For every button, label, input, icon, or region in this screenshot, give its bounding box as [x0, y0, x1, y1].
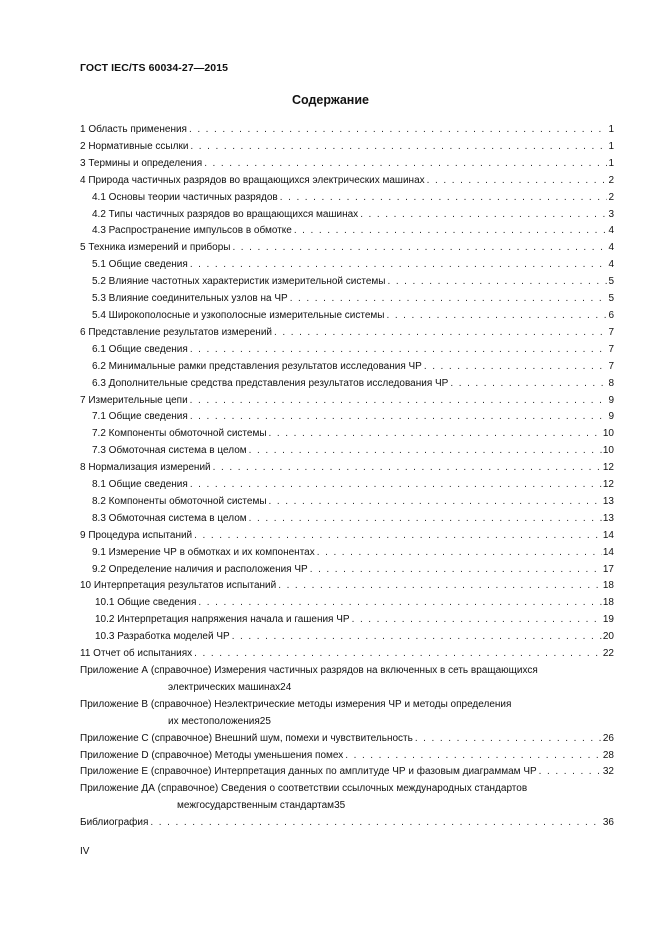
toc-entry-page: 25 [259, 715, 271, 727]
toc-entry[interactable] [80, 545, 614, 562]
toc-entry-page: 9 [608, 411, 614, 423]
toc-entry[interactable] [80, 494, 614, 511]
dot-leader [317, 545, 602, 562]
toc-entry-label: 10.3 Разработка моделей ЧР [95, 631, 230, 643]
toc-entry-page: 2 [608, 174, 614, 186]
toc-entry-page: 1 [608, 124, 614, 135]
toc-entry[interactable] [80, 308, 614, 325]
dot-leader [310, 562, 602, 579]
toc-entry-label: 4.1 Основы теории частичных разрядов [92, 191, 278, 203]
dot-leader [424, 359, 608, 376]
toc-entry-label: 8.1 Общие сведения [92, 479, 188, 491]
toc-entry[interactable] [80, 595, 614, 612]
toc-entry-label: 9.2 Определение наличия и расположения ЧР [92, 563, 308, 575]
toc-entry-page: 2 [608, 191, 614, 203]
toc-entry[interactable] [80, 443, 614, 460]
toc-entry[interactable] [80, 409, 614, 426]
toc-entry-label: 3 Термины и определения [80, 157, 203, 169]
dot-leader [294, 223, 608, 240]
dot-leader [198, 595, 602, 612]
toc-entry[interactable] [80, 477, 614, 494]
toc-entry-page: 12 [602, 462, 614, 474]
dot-leader [190, 342, 608, 359]
toc-entry-page: 17 [602, 563, 614, 575]
toc-entry-label: 5.3 Влияние соединительных узлов на ЧР [92, 293, 288, 305]
toc-entry-label: их местоположения [168, 715, 260, 727]
toc-entry-label: электрических машинах [168, 681, 281, 693]
toc-entry-page: 7 [608, 326, 614, 338]
toc-entry-label: 7.3 Обмоточная система в целом [92, 445, 247, 457]
toc-entry-page: 7 [608, 343, 614, 355]
annex-entry-title: Приложение В (справочное) Неэлектрические методы измерения ЧР и методы определения [80, 698, 512, 710]
dot-leader [232, 240, 607, 257]
toc-entry-label: межгосударственным стандартам [177, 800, 335, 812]
toc-entry-label: 10.2 Интерпретация напряжения начала и гашения ЧР [95, 614, 350, 626]
toc-entry-label: 8.2 Компоненты обмоточной системы [92, 495, 267, 507]
toc-entry-label: 9.1 Измерение ЧР в обмотках и их компонентах [92, 546, 315, 558]
toc-entry-label: 11 Отчет об испытаниях [80, 648, 193, 660]
toc-entry-label: Библиография [80, 817, 149, 829]
toc-entry[interactable] [80, 562, 614, 579]
toc-entry-page: 24 [280, 681, 292, 693]
dot-leader [232, 629, 602, 646]
toc-entry[interactable] [80, 122, 614, 139]
dot-leader [150, 815, 601, 832]
toc-entry-page: 28 [602, 749, 614, 761]
page-number: IV [80, 846, 90, 857]
annex-entry[interactable] [80, 781, 614, 815]
toc-entry-page: 13 [602, 495, 614, 507]
annex-entry-continuation[interactable] [80, 798, 614, 815]
annex-entry[interactable] [80, 764, 614, 781]
toc-entry-page: 5 [608, 276, 614, 288]
toc-entry-label: 5 Техника измерений и приборы [80, 242, 231, 254]
dot-leader [249, 511, 602, 528]
toc-entry[interactable] [80, 207, 614, 224]
toc-entry-page: 18 [602, 597, 614, 609]
toc-entry[interactable] [80, 342, 614, 359]
toc-entry-page: 1 [608, 140, 614, 152]
toc-entry[interactable] [80, 257, 614, 274]
toc-entry-page: 36 [602, 817, 614, 829]
annex-entry[interactable] [80, 815, 614, 832]
toc-entry-page: 19 [602, 614, 614, 626]
toc-entry-page: 8 [608, 377, 614, 389]
toc-entry[interactable] [80, 240, 614, 257]
dot-leader [213, 460, 602, 477]
toc-entry-page: 10 [602, 428, 614, 440]
annex-entry[interactable] [80, 663, 614, 697]
toc-entry-page: 1 [608, 157, 614, 169]
toc-entry-label: 7.1 Общие сведения [92, 411, 188, 423]
toc-entry-label: Приложение С (справочное) Внешний шум, помехи и чувствительность [80, 732, 413, 744]
toc-title: Содержание [291, 93, 369, 107]
toc-entry-page: 6 [608, 309, 614, 321]
dot-leader [269, 494, 602, 511]
toc-entry-label: 8.3 Обмоточная система в целом [92, 512, 247, 524]
toc-entry[interactable] [80, 274, 614, 291]
dot-leader [352, 612, 602, 629]
toc-entry-page: 20 [602, 631, 614, 643]
dot-leader [249, 443, 602, 460]
toc-entry-page: 13 [602, 512, 614, 524]
toc-entry-label: 6.3 Дополнительные средства представления результатов исследования ЧР [92, 377, 449, 389]
toc-entry-page: 32 [602, 766, 614, 778]
toc-entry-page: 14 [602, 546, 614, 558]
toc-entry-label: 5.1 Общие сведения [92, 259, 188, 271]
toc-entry[interactable] [80, 359, 614, 376]
dot-leader [204, 156, 607, 173]
toc-entry[interactable] [80, 511, 614, 528]
toc-entry-page: 4 [608, 225, 614, 237]
toc-entry[interactable] [80, 393, 614, 410]
toc-entry[interactable] [80, 646, 614, 663]
dot-leader [386, 308, 607, 325]
annex-entry[interactable] [80, 748, 614, 765]
dot-leader [190, 139, 607, 156]
toc-entry-page: 35 [334, 800, 346, 812]
table-of-contents [80, 122, 614, 832]
dot-leader [189, 122, 607, 139]
toc-entry[interactable] [80, 528, 614, 545]
toc-entry[interactable] [80, 460, 614, 477]
toc-entry-label: 4.2 Типы частичных разрядов во вращающихся машинах [92, 208, 359, 220]
toc-entry[interactable] [80, 629, 614, 646]
dot-leader [415, 731, 602, 748]
toc-entry[interactable] [80, 223, 614, 240]
annex-entry-title: Приложение А (справочное) Измерения частичных разрядов на включенных в сеть вращающихся [80, 665, 538, 676]
annex-entry[interactable] [80, 731, 614, 748]
toc-entry[interactable] [80, 156, 614, 173]
dot-leader [190, 477, 602, 494]
toc-entry-label: 6.2 Минимальные рамки представления результатов исследования ЧР [92, 360, 422, 372]
dot-leader [194, 528, 602, 545]
toc-entry-label: 7.2 Компоненты обмоточной системы [92, 428, 267, 440]
annex-entry[interactable] [80, 697, 614, 731]
toc-entry-label: 4 Природа частичных разрядов во вращающихся электрических машинах [80, 174, 425, 186]
toc-entry-label: 6.1 Общие сведения [92, 343, 188, 355]
document-code: ГОСТ IEC/TS 60034-27—2015 [80, 62, 229, 74]
toc-entry[interactable] [80, 190, 614, 207]
toc-entry[interactable] [80, 139, 614, 156]
toc-entry[interactable] [80, 612, 614, 629]
toc-entry-label: 5.4 Широкополосные и узкополосные измерительные системы [92, 309, 385, 321]
toc-entry-label: 4.3 Распространение импульсов в обмотке [92, 225, 292, 237]
toc-entry-page: 18 [602, 580, 614, 592]
toc-entry-page: 22 [602, 648, 614, 660]
toc-entry[interactable] [80, 325, 614, 342]
dot-leader [269, 426, 602, 443]
dot-leader [280, 190, 608, 207]
annex-entry-continuation[interactable] [80, 680, 614, 697]
annex-entry-title: Приложение ДА (справочное) Сведения о соответствии ссылочных международных стандартов [80, 783, 528, 795]
toc-entry-page: 4 [608, 259, 614, 271]
dot-leader [190, 409, 608, 426]
toc-entry-label: 10.1 Общие сведения [95, 597, 197, 609]
toc-entry-page: 10 [602, 445, 614, 457]
dot-leader [194, 646, 602, 663]
dot-leader [345, 748, 602, 765]
toc-entry-label: 1 Область применения [80, 124, 187, 135]
dot-leader [274, 325, 607, 342]
toc-entry[interactable] [80, 578, 614, 595]
toc-entry-page: 7 [608, 360, 614, 372]
toc-entry[interactable] [80, 376, 614, 393]
toc-entry-page: 26 [602, 732, 614, 744]
dot-leader [190, 393, 608, 410]
dot-leader [190, 257, 608, 274]
toc-entry-label: 7 Измерительные цепи [80, 394, 188, 406]
toc-entry-page: 12 [602, 479, 614, 491]
toc-entry-page: 14 [602, 529, 614, 541]
dot-leader [387, 274, 607, 291]
dot-leader [278, 578, 602, 595]
toc-entry-page: 5 [608, 293, 614, 305]
toc-entry-label: 5.2 Влияние частотных характеристик измерительной системы [92, 276, 386, 288]
toc-entry-label: 8 Нормализация измерений [80, 462, 211, 474]
toc-entry[interactable] [80, 426, 614, 443]
toc-entry-label: 9 Процедура испытаний [80, 529, 193, 541]
toc-entry-label: 6 Представление результатов измерений [80, 326, 272, 338]
toc-entry-page: 4 [608, 242, 614, 254]
annex-entry-continuation[interactable] [80, 714, 614, 731]
dot-leader [360, 207, 607, 224]
toc-entry-page: 9 [608, 394, 614, 406]
toc-entry-page: 3 [608, 208, 614, 220]
toc-entry[interactable] [80, 173, 614, 190]
dot-leader [290, 291, 608, 308]
toc-entry-label: Приложение Е (справочное) Интерпретация данных по амплитуде ЧР и фазовым диаграммам ЧР [80, 766, 537, 778]
toc-entry-label: 2 Нормативные ссылки [80, 140, 189, 152]
dot-leader [539, 764, 602, 781]
toc-entry-label: 10 Интерпретация результатов испытаний [80, 580, 277, 592]
toc-entry[interactable] [80, 291, 614, 308]
dot-leader [450, 376, 607, 393]
toc-entry-label: Приложение D (справочное) Методы уменьшения помех [80, 749, 344, 761]
dot-leader [427, 173, 608, 190]
